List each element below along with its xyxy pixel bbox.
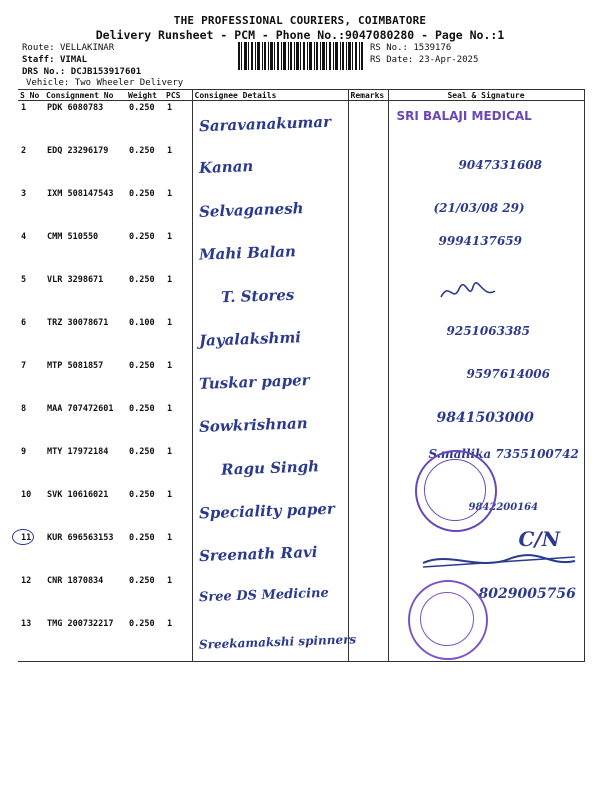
consignee-handwriting: Kanan [198, 157, 254, 177]
consignment-cell: TRZ 30078671 [47, 318, 109, 328]
remarks-cell [348, 531, 388, 574]
consignment-cell: MAA 707472601 [47, 404, 114, 414]
consignment-cell: CMM 510550 [47, 232, 99, 242]
table-row [18, 230, 584, 273]
consignee-cell [192, 402, 348, 445]
round-seal-inner-ring [420, 592, 474, 646]
signature-cell [388, 359, 584, 402]
signature-text: C/N [518, 527, 561, 551]
sno-cell: 7 [21, 361, 27, 371]
sno-cell: 2 [21, 146, 27, 156]
signature-text: (21/03/08 29) [433, 201, 525, 215]
table-row [18, 402, 584, 445]
sno-cell: 12 [21, 576, 32, 586]
remarks-cell [348, 101, 388, 145]
remarks-cell [348, 445, 388, 488]
consignee-handwriting: Tuskar paper [198, 371, 310, 393]
pcs-cell: 1 [167, 103, 173, 113]
consignee-handwriting: Jayalakshmi [198, 328, 301, 350]
signature-text: SRI BALAJI MEDICAL [396, 109, 532, 123]
table-row [18, 316, 584, 359]
sno-cell: 9 [21, 447, 27, 457]
strike-scribble-icon [419, 549, 579, 571]
pcs-cell: 1 [167, 404, 173, 414]
pcs-cell: 1 [167, 576, 173, 586]
consignee-cell [192, 101, 348, 145]
table-row [18, 574, 584, 617]
consignee-cell [192, 488, 348, 531]
col-remarks: Remarks [348, 90, 388, 101]
sno-cell: 13 [18, 617, 44, 662]
rs-date-label: RS Date: [370, 55, 414, 65]
weight-cell: 0.100 [129, 318, 155, 328]
pcs-cell: 1 [167, 232, 173, 242]
table-row [18, 531, 584, 574]
table-header-row [18, 90, 584, 101]
pcs-cell: 1 [167, 318, 173, 328]
weight-cell: 0.250 [129, 447, 155, 457]
runsheet-subtitle: Delivery Runsheet - PCM - Phone No.:9047080280 - Page No.:1 [95, 28, 505, 42]
table-row [18, 101, 584, 145]
signature-cell [388, 101, 584, 145]
pcs-cell: 1 [167, 189, 173, 199]
staff-line [22, 54, 87, 66]
remarks-cell [348, 316, 388, 359]
vehicle-value: Two Wheeler Delivery [74, 78, 184, 88]
table-row [18, 488, 584, 531]
weight-cell: 0.250 [129, 103, 155, 113]
consignment-cell: TMG 200732217 [44, 617, 126, 662]
rs-date-value: 23-Apr-2025 [418, 55, 479, 65]
consignee-cell [192, 531, 348, 574]
col-consignment-no: Consignment No [44, 90, 126, 101]
consignee-cell [192, 617, 356, 662]
consignee-handwriting: Selvaganesh [198, 199, 304, 221]
weight-cell: 0.250 [129, 576, 155, 586]
weight-cell: 0.250 [129, 189, 155, 199]
consignee-cell [192, 316, 348, 359]
vehicle-line [26, 77, 183, 89]
consignee-handwriting: Mahi Balan [198, 242, 296, 264]
consignment-cell: SVK 10616021 [47, 490, 109, 500]
col-weight: Weight [126, 90, 164, 101]
pcs-cell: 1 [167, 146, 173, 156]
route-label: Route: [22, 43, 55, 53]
remarks-cell [348, 402, 388, 445]
col-consignee-details: Consignee Details [192, 90, 348, 101]
consignee-cell [192, 445, 348, 488]
signature-cell [388, 230, 584, 273]
sno-cell: 6 [21, 318, 27, 328]
signature-text: 9841503000 [436, 410, 534, 426]
route-line [22, 42, 114, 54]
consignment-cell: KUR 696563153 [47, 533, 114, 543]
consignee-handwriting: Sreekamakshi spinners [198, 632, 356, 652]
remarks-cell [348, 230, 388, 273]
remarks-cell [348, 273, 388, 316]
circle-mark-icon [12, 529, 34, 545]
table-row [18, 359, 584, 402]
table-row [18, 187, 584, 230]
consignee-cell [192, 574, 348, 617]
rs-no-value: 1539176 [413, 43, 452, 53]
sno-cell: 8 [21, 404, 27, 414]
route-value: VELLAKINAR [59, 43, 115, 53]
rs-date-line [370, 54, 478, 66]
round-seal-inner-ring [424, 459, 486, 521]
signature-text: 9842200164 [468, 502, 539, 513]
consignee-handwriting: Speciality paper [198, 499, 335, 523]
consignee-cell [192, 230, 348, 273]
signature-cell [388, 316, 584, 359]
consignment-cell: EDQ 23296179 [47, 146, 109, 156]
col-seal-signature: Seal & Signature [388, 90, 584, 101]
weight-cell: 0.250 [129, 275, 155, 285]
weight-cell: 0.250 [129, 361, 155, 371]
pcs-cell: 1 [167, 275, 173, 285]
sno-cell: 10 [21, 490, 32, 500]
signature-cell [388, 273, 584, 316]
pcs-cell: 1 [167, 533, 173, 543]
runsheet-table [18, 89, 585, 662]
remarks-cell [348, 144, 388, 187]
weight-cell: 0.250 [129, 146, 155, 156]
drs-value: DCJB153917601 [70, 67, 142, 77]
consignee-handwriting: Sree DS Medicine [198, 585, 329, 606]
signature-text: 9251063385 [446, 324, 530, 338]
consignee-cell [192, 144, 348, 187]
consignee-handwriting: Sowkrishnan [198, 414, 308, 436]
pcs-cell: 1 [167, 447, 173, 457]
consignee-cell [192, 273, 348, 316]
remarks-cell [348, 359, 388, 402]
consignee-cell [192, 187, 348, 230]
signature-cell [388, 187, 584, 230]
staff-value: VIMAL [59, 55, 88, 65]
pcs-cell: 1 [167, 361, 173, 371]
signature-cell [388, 402, 584, 445]
barcode-icon [238, 42, 363, 70]
consignee-handwriting: Saravanakumar [198, 112, 331, 136]
company-title: THE PROFESSIONAL COURIERS, COIMBATORE [173, 14, 427, 27]
sno-cell: 4 [21, 232, 27, 242]
pcs-cell: 1 [164, 617, 192, 662]
rs-no-label: RS No.: [370, 43, 408, 53]
sno-cell: 5 [21, 275, 27, 285]
weight-cell: 0.250 [129, 404, 155, 414]
signature-text: S.mallika 7355100742 [428, 447, 579, 461]
vehicle-label: Vehicle: [26, 78, 70, 88]
consignment-cell: MTP 5081857 [47, 361, 104, 371]
weight-cell: 0.250 [126, 617, 164, 662]
consignment-cell: IXM 508147543 [47, 189, 114, 199]
weight-cell: 0.250 [129, 490, 155, 500]
sno-value: 11 [21, 533, 32, 543]
sno-cell [18, 531, 44, 574]
signature-text: 8029005756 [478, 586, 576, 602]
consignee-handwriting: T. Stores [220, 285, 295, 307]
consignee-cell [192, 359, 348, 402]
signature-cell [388, 527, 584, 574]
remarks-cell [348, 488, 388, 531]
pcs-cell: 1 [167, 490, 173, 500]
consignment-cell: CNR 1870834 [47, 576, 104, 586]
drs-label: DRS No.: [22, 67, 66, 77]
scribble-signature-icon [439, 279, 499, 305]
table-row [18, 617, 584, 662]
sno-cell: 1 [21, 103, 27, 113]
consignment-cell: MTY 17972184 [47, 447, 109, 457]
table-row [18, 144, 584, 187]
table-row [18, 273, 584, 316]
signature-text: 9047331608 [458, 158, 542, 172]
sno-cell: 3 [21, 189, 27, 199]
table-row [18, 445, 584, 488]
remarks-cell [348, 187, 388, 230]
col-sno: S No [18, 90, 44, 101]
consignment-cell: PDK 6080783 [47, 103, 104, 113]
consignment-cell: VLR 3298671 [47, 275, 104, 285]
signature-cell [388, 144, 584, 187]
consignee-handwriting: Sreenath Ravi [198, 542, 318, 566]
rs-no-line [370, 42, 451, 54]
consignee-handwriting: Ragu Singh [220, 457, 319, 479]
signature-text: 9994137659 [438, 234, 522, 248]
staff-label: Staff: [22, 55, 55, 65]
signature-text: 9597614006 [466, 367, 550, 381]
weight-cell: 0.250 [129, 533, 155, 543]
remarks-cell [348, 574, 388, 617]
col-pcs: PCS [164, 90, 192, 101]
weight-cell: 0.250 [129, 232, 155, 242]
